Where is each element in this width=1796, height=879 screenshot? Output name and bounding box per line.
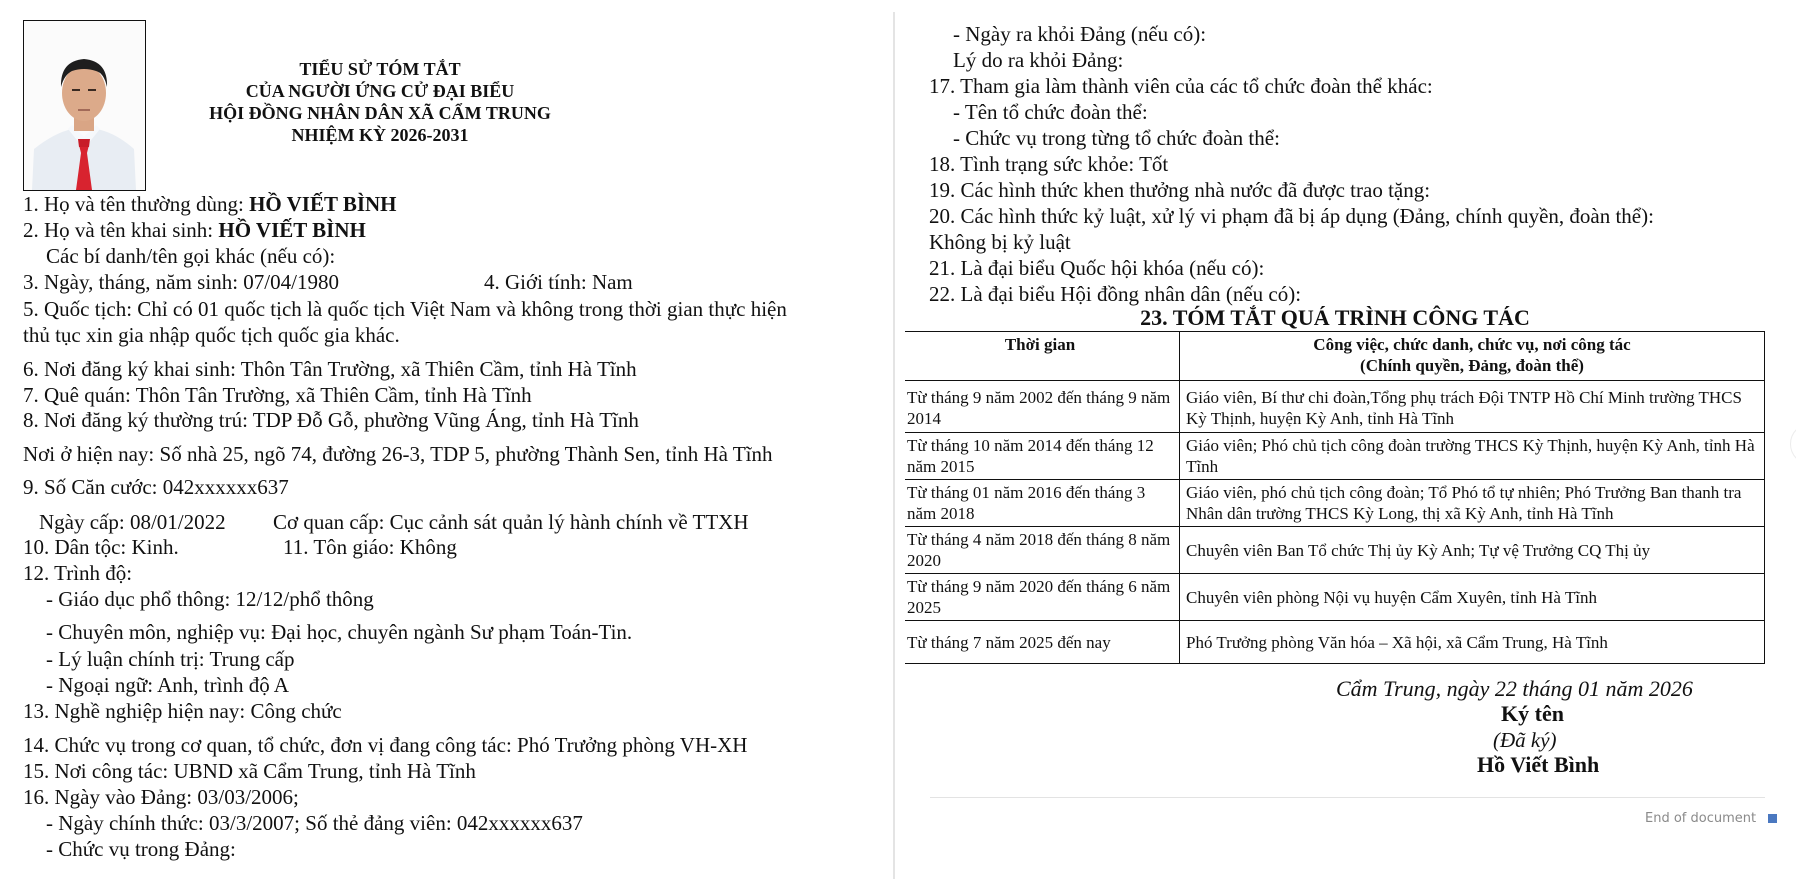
field-party-leave-reason: Lý do ra khỏi Đảng:	[953, 48, 1124, 72]
field-party-leave-date: - Ngày ra khỏi Đảng (nếu có):	[953, 22, 1207, 46]
section-23-title: 23. TÓM TẮT QUÁ TRÌNH CÔNG TÁC	[1140, 305, 1530, 330]
field-health: 18. Tình trạng sức khỏe: Tốt	[929, 152, 1169, 176]
field-birth-date: 3. Ngày, tháng, năm sinh: 07/04/1980	[23, 270, 339, 294]
field-discipline-value: Không bị kỷ luật	[929, 230, 1071, 254]
field-id-number: 9. Số Căn cước: 042xxxxxx637	[23, 475, 289, 499]
field-education-heading: 12. Trình độ:	[23, 561, 133, 585]
field-position: 14. Chức vụ trong cơ quan, tổ chức, đơn vị đang công tác: Phó Trưởng phòng VH-XH	[23, 733, 748, 757]
signed-note: (Đã ký)	[1493, 728, 1557, 752]
field-party-position: - Chức vụ trong Đảng:	[46, 837, 236, 861]
field-peoples-council: 22. Là đại biểu Hội đồng nhân dân (nếu có):	[929, 282, 1302, 306]
common-name-value: HỒ VIẾT BÌNH	[249, 192, 397, 216]
row-work: Chuyên viên phòng Nội vụ huyện Cẩm Xuyên, tỉnh Hà Tĩnh	[1180, 574, 1765, 621]
field-discipline: 20. Các hình thức kỷ luật, xử lý vi phạm đã bị áp dụng (Đảng, chính quyền, đoàn thể):	[929, 204, 1654, 228]
field-nationality-line-2: thủ tục xin gia nhập quốc tịch quốc gia khác.	[23, 323, 400, 347]
title-line-1: TIỂU SỬ TÓM TẮT	[299, 59, 461, 79]
end-of-document-marker	[1645, 811, 1777, 826]
row-time: Từ tháng 9 năm 2002 đến tháng 9 năm 2014	[905, 381, 1180, 433]
field-nationality-line-1: 5. Quốc tịch: Chỉ có 01 quốc tịch là quốc tịch Việt Nam và không trong thời gian thực hiện	[23, 297, 787, 321]
table-row	[905, 621, 1765, 664]
field-organization-name: - Tên tổ chức đoàn thể:	[953, 100, 1148, 124]
table-header-row	[905, 332, 1765, 381]
field-political-theory: - Lý luận chính trị: Trung cấp	[46, 647, 295, 671]
field-occupation: 13. Nghề nghiệp hiện nay: Công chức	[23, 699, 342, 723]
field-permanent-residence: 8. Nơi đăng ký thường trú: TDP Đỗ Gỗ, phường Vũng Áng, tỉnh Hà Tĩnh	[23, 408, 639, 432]
row-time: Từ tháng 9 năm 2020 đến tháng 6 năm 2025	[905, 574, 1180, 621]
field-awards: 19. Các hình thức khen thưởng nhà nước đã được trao tặng:	[929, 178, 1431, 202]
field-party-official: - Ngày chính thức: 03/3/2007; Số thẻ đảng viên: 042xxxxxx637	[46, 811, 583, 835]
row-time: Từ tháng 10 năm 2014 đến tháng 12 năm 2015	[905, 433, 1180, 480]
field-birth-name: 2. Họ và tên khai sinh: HỒ VIẾT BÌNH	[23, 218, 366, 242]
row-time: Từ tháng 7 năm 2025 đến nay	[905, 621, 1180, 664]
field-common-name: 1. Họ và tên thường dùng: HỒ VIẾT BÌNH	[23, 192, 397, 216]
field-birth-registration: 6. Nơi đăng ký khai sinh: Thôn Tân Trường, xã Thiên Cầm, tỉnh Hà Tĩnh	[23, 357, 637, 381]
field-id-issuer: Cơ quan cấp: Cục cảnh sát quản lý hành chính về TTXH	[273, 510, 749, 534]
row-work: Giáo viên; Phó chủ tịch công đoàn trường THCS Kỳ Thịnh, huyện Kỳ Anh, tỉnh Hà Tĩnh	[1180, 433, 1765, 480]
field-ethnicity: 10. Dân tộc: Kinh.	[23, 535, 179, 559]
column-header-time: Thời gian	[905, 332, 1180, 381]
work-history-table	[905, 331, 1765, 664]
field-specialty: - Chuyên môn, nghiệp vụ: Đại học, chuyên ngành Sư phạm Toán-Tin.	[46, 620, 633, 644]
candidate-photo	[23, 20, 146, 191]
portrait-image	[24, 21, 145, 190]
field-alias: Các bí danh/tên gọi khác (nếu có):	[46, 244, 336, 268]
field-religion: 11. Tôn giáo: Không	[283, 535, 457, 559]
field-foreign-language: - Ngoại ngữ: Anh, trình độ A	[46, 673, 289, 697]
field-current-address: Nơi ở hiện nay: Số nhà 25, ngõ 74, đường 26-3, TDP 5, phường Thành Sen, tỉnh Hà Tĩnh	[23, 442, 773, 466]
title-line-3: HỘI ĐỒNG NHÂN DÂN XÃ CẨM TRUNG	[209, 103, 551, 123]
table-row	[905, 527, 1765, 574]
field-national-assembly: 21. Là đại biểu Quốc hội khóa (nếu có):	[929, 256, 1265, 280]
signature-place-date: Cẩm Trung, ngày 22 tháng 01 năm 2026	[1336, 676, 1693, 701]
table-row	[905, 574, 1765, 621]
end-of-document-rule	[930, 797, 1765, 798]
field-organizations: 17. Tham gia làm thành viên của các tổ chức đoàn thể khác:	[929, 74, 1433, 98]
signature-label: Ký tên	[1501, 701, 1564, 726]
table-row	[905, 480, 1765, 527]
field-id-issue-date: Ngày cấp: 08/01/2022	[39, 510, 226, 534]
column-header-work: Công việc, chức danh, chức vụ, nơi công tác (Chính quyền, Đảng, đoàn thể)	[1180, 332, 1765, 381]
field-gender: 4. Giới tính: Nam	[484, 270, 633, 294]
row-work: Giáo viên, phó chủ tịch công đoàn; Tổ Phó tổ tự nhiên; Phó Trưởng Ban thanh tra Nhân dân trường THCS Kỳ Long, thị xã Kỳ Anh, tỉnh Hà Tĩnh	[1180, 480, 1765, 527]
field-general-education: - Giáo dục phổ thông: 12/12/phổ thông	[46, 587, 374, 611]
row-work: Phó Trưởng phòng Văn hóa – Xã hội, xã Cẩm Trung, Hà Tĩnh	[1180, 621, 1765, 664]
row-time: Từ tháng 4 năm 2018 đến tháng 8 năm 2020	[905, 527, 1180, 574]
end-square-icon	[1768, 814, 1777, 823]
row-work: Chuyên viên Ban Tổ chức Thị ủy Kỳ Anh; Tự vệ Trưởng CQ Thị ủy	[1180, 527, 1765, 574]
row-work: Giáo viên, Bí thư chi đoàn,Tổng phụ trách Đội TNTP Hồ Chí Minh trường THCS Kỳ Thịnh, huyện Kỳ Anh, tỉnh Hà Tĩnh	[1180, 381, 1765, 433]
title-line-4: NHIỆM KỲ 2026-2031	[291, 125, 469, 145]
signer-name: Hồ Viết Bình	[1477, 752, 1600, 777]
row-time: Từ tháng 01 năm 2016 đến tháng 3 năm 2018	[905, 480, 1180, 527]
field-organization-role: - Chức vụ trong từng tổ chức đoàn thể:	[953, 126, 1280, 150]
birth-name-value: HỒ VIẾT BÌNH	[218, 218, 366, 242]
end-of-document-label: End of document	[1645, 811, 1757, 826]
title-line-2: CỦA NGƯỜI ỨNG CỬ ĐẠI BIỂU	[245, 81, 515, 101]
field-hometown: 7. Quê quán: Thôn Tân Trường, xã Thiên Cầm, tỉnh Hà Tĩnh	[23, 383, 532, 407]
field-workplace: 15. Nơi công tác: UBND xã Cẩm Trung, tỉnh Hà Tĩnh	[23, 759, 476, 783]
document-title	[190, 58, 570, 146]
field-party-join-date: 16. Ngày vào Đảng: 03/03/2006;	[23, 785, 299, 809]
table-row	[905, 381, 1765, 433]
document-page-left	[0, 0, 893, 879]
table-row	[905, 433, 1765, 480]
